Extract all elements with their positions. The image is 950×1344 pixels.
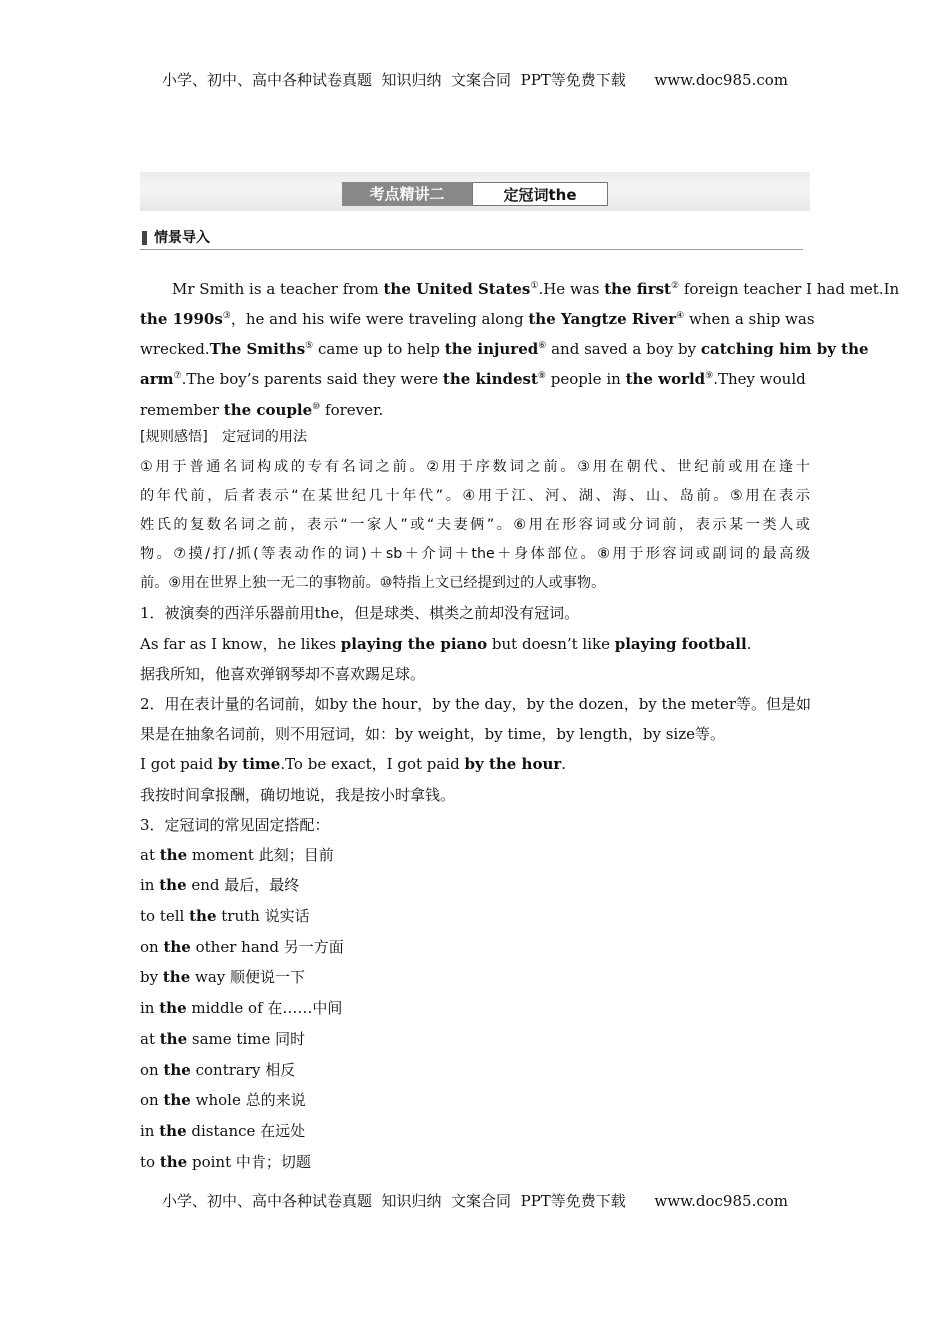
banner-tab-topic: 考点精讲二 — [342, 182, 472, 206]
phrase-item: on the contrary 相反 — [140, 1061, 296, 1079]
phrase-item: on the whole 总的来说 — [140, 1091, 306, 1109]
point-2-line-1: 2．用在表计量的名词前，如by the hour，by the day，by the dozen，by the meter等。但是如 — [140, 695, 812, 713]
story-line-3: wrecked.The Smiths⑤ came up to help the injured⑥ and saved a boy by catching him by the — [140, 340, 869, 358]
rules-line-1: ①用于普通名词构成的专有名词之前。②用于序数词之前。③用在朝代、世纪前或用在逢十 — [140, 459, 810, 475]
phrase-item: to the point 中肯；切题 — [140, 1153, 311, 1171]
rules-line-5: 前。⑨用在世界上独一无二的事物前。⑩特指上文已经提到过的人或事物。 — [140, 575, 606, 591]
phrase-item: to tell the truth 说实话 — [140, 907, 310, 925]
banner-tab-title: 定冠词the — [472, 182, 608, 206]
section-header — [140, 227, 803, 250]
point-1: 1．被演奏的西洋乐器前用the，但是球类、棋类之前却没有冠词。 — [140, 604, 580, 622]
phrase-item: at the moment 此刻；目前 — [140, 846, 334, 864]
phrase-item: on the other hand 另一方面 — [140, 938, 344, 956]
page-footer: 小学、初中、高中各种试卷真题 知识归纳 文案合同 PPT等免费下载 www.doc985.com — [161, 1192, 788, 1210]
section-title: 情景导入 — [154, 230, 210, 246]
rules-heading: [规则感悟] 定冠词的用法 — [140, 429, 308, 445]
story-line-5: remember the couple⑩ forever. — [140, 401, 384, 419]
rules-line-3: 姓氏的复数名词之前，表示“一家人”或“夫妻俩”。⑥用在形容词或分词前，表示某一类人或 — [140, 517, 810, 533]
rules-line-2: 的年代前，后者表示“在某世纪几十年代”。④用于江、河、湖、海、山、岛前。⑤用在表示 — [140, 488, 810, 504]
section-marker-icon — [142, 231, 147, 245]
story-line-4: arm⑦.The boy’s parents said they were the kindest⑧ people in the world⑨.They would — [140, 370, 806, 388]
translation-1: 据我所知，他喜欢弹钢琴却不喜欢踢足球。 — [140, 665, 426, 683]
story-line-2: the 1990s③，he and his wife were traveling along the Yangtze River④ when a ship was — [140, 310, 815, 328]
translation-2: 我按时间拿报酬，确切地说，我是按小时拿钱。 — [140, 786, 456, 804]
phrase-item: in the distance 在远处 — [140, 1122, 306, 1140]
example-1: As far as I know，he likes playing the piano but doesn’t like playing football. — [140, 635, 752, 653]
phrase-item: in the end 最后，最终 — [140, 876, 300, 894]
story-line-1: Mr Smith is a teacher from the United States①.He was the first② foreign teacher I had met.In — [172, 280, 900, 298]
page-header: 小学、初中、高中各种试卷真题 知识归纳 文案合同 PPT等免费下载 www.doc985.com — [161, 71, 788, 89]
example-2: I got paid by time.To be exact，I got paid by the hour. — [140, 755, 567, 773]
rules-line-4: 物。⑦摸/打/抓(等表动作的词)＋sb＋介词＋the＋身体部位。⑧用于形容词或副词的最高级 — [140, 546, 810, 562]
phrase-item: by the way 顺便说一下 — [140, 968, 306, 986]
point-3: 3．定冠词的常见固定搭配： — [140, 816, 330, 834]
phrase-item: at the same time 同时 — [140, 1030, 306, 1048]
phrase-item: in the middle of 在……中间 — [140, 999, 343, 1017]
point-2-line-2: 果是在抽象名词前，则不用冠词，如：by weight，by time，by length，by size等。 — [140, 725, 726, 743]
topic-banner — [140, 172, 810, 211]
